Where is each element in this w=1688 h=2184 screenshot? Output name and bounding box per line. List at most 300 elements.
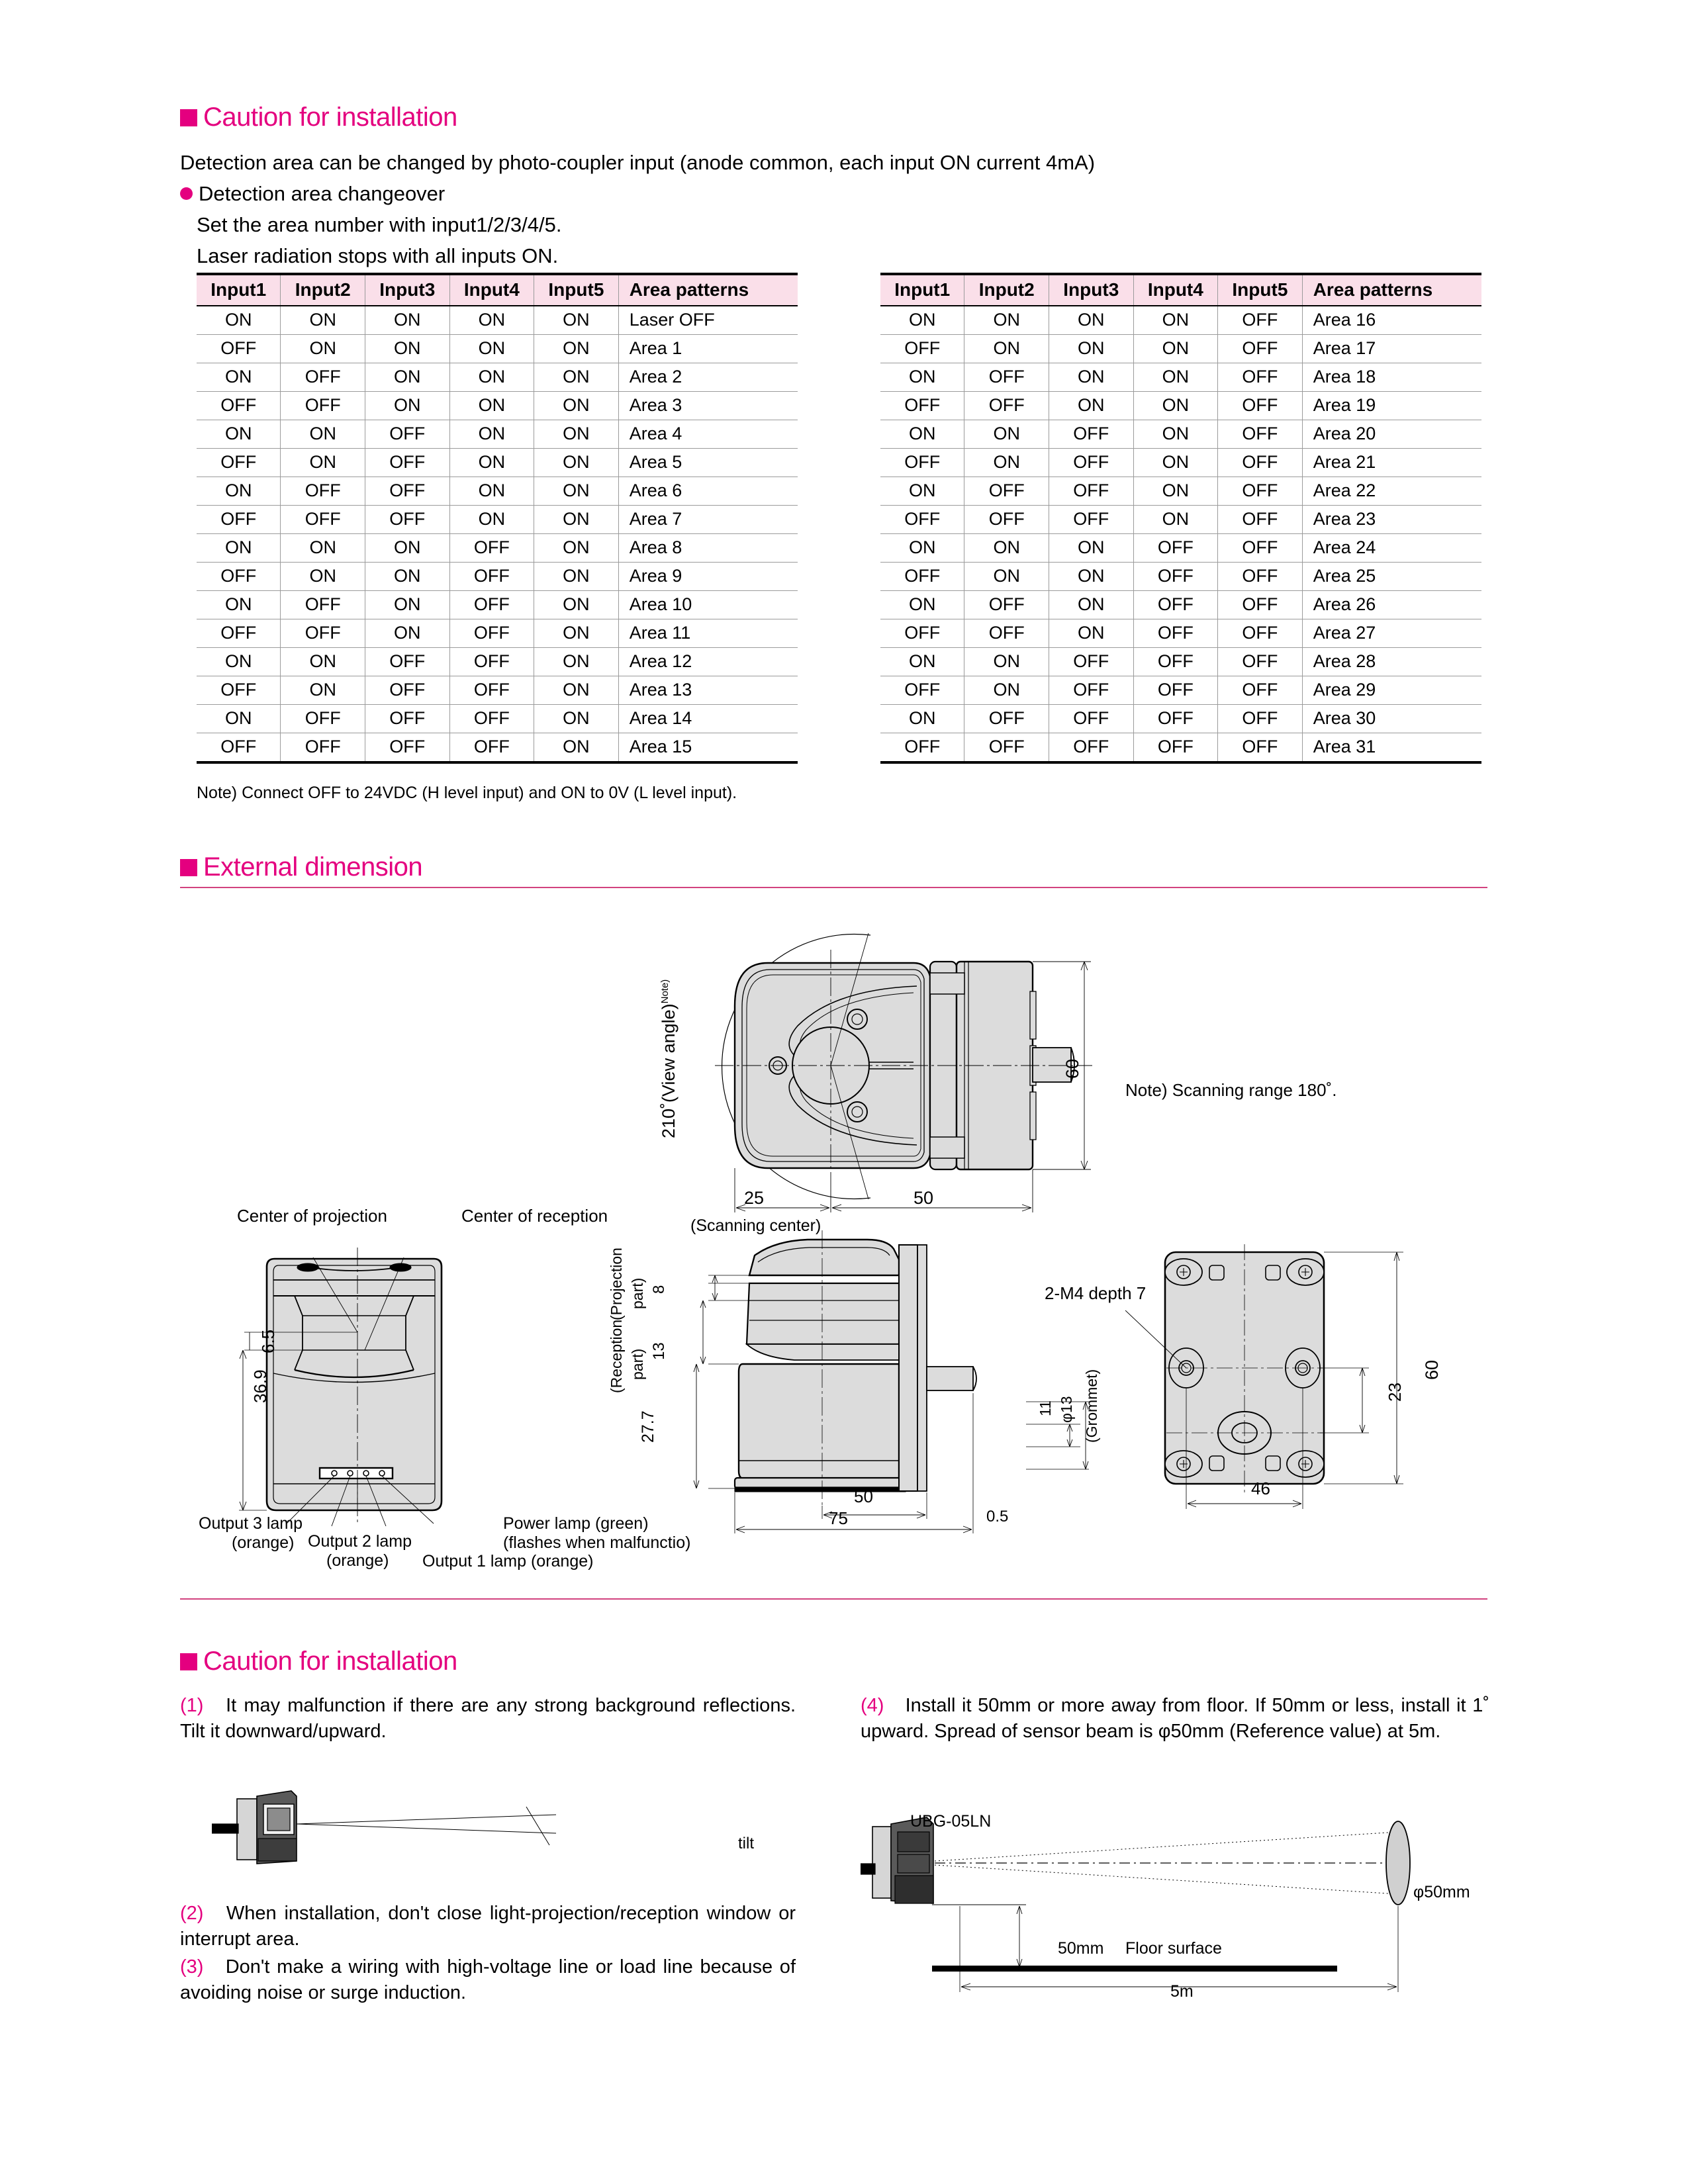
area-pattern-cell: Area 5 bbox=[618, 449, 798, 477]
input-state-cell: ON bbox=[534, 648, 619, 676]
input-state-cell: OFF bbox=[880, 619, 964, 648]
input-state-cell: OFF bbox=[449, 705, 534, 733]
input-state-cell: ON bbox=[197, 477, 281, 506]
input-state-cell: ON bbox=[880, 363, 964, 392]
column-header-input1: Input1 bbox=[197, 274, 281, 306]
table-row bbox=[197, 449, 798, 477]
center-of-projection-label: Center of projection bbox=[237, 1206, 387, 1226]
table-row bbox=[197, 648, 798, 676]
table-row bbox=[880, 392, 1481, 420]
section-heading-external-dimension: External dimension bbox=[180, 852, 422, 882]
input-state-cell: ON bbox=[281, 420, 365, 449]
input-state-cell: OFF bbox=[1218, 591, 1303, 619]
input-state-cell: ON bbox=[534, 591, 619, 619]
input-state-cell: ON bbox=[281, 335, 365, 363]
m4-depth-label: 2-M4 depth 7 bbox=[1045, 1283, 1147, 1303]
input-state-cell: OFF bbox=[449, 733, 534, 763]
column-header-input3: Input3 bbox=[365, 274, 450, 306]
area-pattern-cell: Area 7 bbox=[618, 506, 798, 534]
input-state-cell: ON bbox=[281, 563, 365, 591]
input-state-cell: ON bbox=[534, 506, 619, 534]
column-header-input3: Input3 bbox=[1049, 274, 1134, 306]
input-state-cell: ON bbox=[880, 306, 964, 335]
input-state-cell: ON bbox=[281, 676, 365, 705]
table-row bbox=[197, 335, 798, 363]
input-state-cell: ON bbox=[880, 420, 964, 449]
input-state-cell: OFF bbox=[1218, 705, 1303, 733]
bullet-detection-changeover: Detection area changeover bbox=[180, 182, 445, 206]
input-state-cell: ON bbox=[1049, 534, 1134, 563]
input-state-cell: OFF bbox=[1218, 648, 1303, 676]
input-state-cell: OFF bbox=[1218, 477, 1303, 506]
area-pattern-cell: Area 30 bbox=[1302, 705, 1481, 733]
input-state-cell: ON bbox=[534, 449, 619, 477]
input-state-cell: OFF bbox=[1218, 563, 1303, 591]
area-pattern-cell: Area 28 bbox=[1302, 648, 1481, 676]
table-row bbox=[197, 591, 798, 619]
input-state-cell: OFF bbox=[880, 676, 964, 705]
caution-item-1-number: (1) bbox=[180, 1695, 204, 1716]
input-state-cell: ON bbox=[880, 591, 964, 619]
input-state-cell: ON bbox=[534, 306, 619, 335]
pink-square-marker-icon bbox=[180, 859, 197, 876]
input-state-cell: ON bbox=[534, 534, 619, 563]
area-pattern-cell: Area 24 bbox=[1302, 534, 1481, 563]
table-header-row bbox=[197, 274, 798, 306]
rear-view-dim-23: 23 bbox=[1385, 1383, 1405, 1402]
area-pattern-cell: Area 11 bbox=[618, 619, 798, 648]
caution-item-2-number: (2) bbox=[180, 1903, 204, 1924]
pink-square-marker-icon bbox=[180, 1653, 197, 1670]
input-state-cell: OFF bbox=[281, 591, 365, 619]
column-header-area-patterns: Area patterns bbox=[618, 274, 798, 306]
column-header-area-patterns: Area patterns bbox=[1302, 274, 1481, 306]
caution-item-1 bbox=[180, 1693, 796, 1744]
tilt-illustration bbox=[212, 1767, 609, 1899]
input-state-cell: OFF bbox=[449, 591, 534, 619]
input-state-cell: ON bbox=[1133, 335, 1218, 363]
input-state-cell: OFF bbox=[365, 676, 450, 705]
input-state-cell: ON bbox=[964, 534, 1049, 563]
input-state-cell: OFF bbox=[1218, 420, 1303, 449]
input-state-cell: ON bbox=[281, 449, 365, 477]
input-state-cell: ON bbox=[964, 563, 1049, 591]
input-state-cell: OFF bbox=[449, 563, 534, 591]
table-row bbox=[197, 506, 798, 534]
input-state-cell: ON bbox=[1133, 477, 1218, 506]
input-state-cell: OFF bbox=[1049, 676, 1134, 705]
area-pattern-cell: Area 1 bbox=[618, 335, 798, 363]
side-view-dim-phi13: φ13 bbox=[1058, 1396, 1075, 1423]
input-state-cell: OFF bbox=[1218, 306, 1303, 335]
input-state-cell: OFF bbox=[1133, 733, 1218, 763]
area-pattern-cell: Area 25 bbox=[1302, 563, 1481, 591]
grommet-dimension-drawing bbox=[1019, 1350, 1125, 1502]
input-state-cell: ON bbox=[534, 733, 619, 763]
scanning-range-note: Note) Scanning range 180˚. bbox=[1125, 1080, 1337, 1100]
input-state-cell: ON bbox=[197, 591, 281, 619]
area-pattern-cell: Area 9 bbox=[618, 563, 798, 591]
input-state-cell: ON bbox=[534, 563, 619, 591]
area-pattern-cell: Area 8 bbox=[618, 534, 798, 563]
rear-view-dim-46: 46 bbox=[1251, 1479, 1270, 1498]
side-view-dim-50: 50 bbox=[854, 1486, 873, 1506]
input-state-cell: OFF bbox=[880, 563, 964, 591]
floor-distance-label: 50mm bbox=[1058, 1939, 1104, 1958]
input-state-cell: ON bbox=[365, 335, 450, 363]
input-state-cell: OFF bbox=[1049, 477, 1134, 506]
input-state-cell: ON bbox=[964, 420, 1049, 449]
section-heading-caution-top: Caution for installation bbox=[180, 103, 457, 132]
area-pattern-cell: Area 31 bbox=[1302, 733, 1481, 763]
top-view-angle-label: 210˚(View angle)$^{Note)}$ bbox=[659, 979, 679, 1138]
input-state-cell: OFF bbox=[1133, 619, 1218, 648]
input-state-cell: OFF bbox=[1218, 534, 1303, 563]
beam-diameter-label: φ50mm bbox=[1413, 1883, 1470, 1901]
input-state-cell: ON bbox=[449, 335, 534, 363]
table-row bbox=[880, 506, 1481, 534]
table-row bbox=[197, 306, 798, 335]
top-view-dim-50: 50 bbox=[914, 1188, 934, 1208]
divider-rule-bottom bbox=[180, 1598, 1487, 1600]
input-state-cell: OFF bbox=[880, 449, 964, 477]
table-note: Note) Connect OFF to 24VDC (H level input) and ON to 0V (L level input). bbox=[197, 784, 737, 802]
column-header-input2: Input2 bbox=[281, 274, 365, 306]
center-of-reception-label: Center of reception bbox=[461, 1206, 608, 1226]
top-view-drawing bbox=[635, 913, 1099, 1218]
input-state-cell: OFF bbox=[197, 449, 281, 477]
input-state-cell: ON bbox=[365, 591, 450, 619]
rear-view-drawing bbox=[1125, 1238, 1443, 1516]
divider-rule-top bbox=[180, 887, 1487, 888]
view-angle-note-sup: Note) bbox=[659, 979, 671, 1004]
area-pattern-cell: Area 4 bbox=[618, 420, 798, 449]
input-state-cell: ON bbox=[534, 477, 619, 506]
input-state-cell: ON bbox=[964, 306, 1049, 335]
input-state-cell: OFF bbox=[1218, 676, 1303, 705]
input-state-cell: ON bbox=[880, 477, 964, 506]
table-row bbox=[880, 335, 1481, 363]
area-pattern-cell: Area 26 bbox=[1302, 591, 1481, 619]
input-state-cell: ON bbox=[1049, 392, 1134, 420]
area-pattern-cell: Area 27 bbox=[1302, 619, 1481, 648]
area-pattern-cell: Area 12 bbox=[618, 648, 798, 676]
input-state-cell: ON bbox=[1049, 306, 1134, 335]
input-state-cell: OFF bbox=[281, 705, 365, 733]
table-row bbox=[880, 676, 1481, 705]
input-state-cell: ON bbox=[534, 392, 619, 420]
input-state-cell: OFF bbox=[281, 477, 365, 506]
input-state-cell: OFF bbox=[1218, 449, 1303, 477]
table-row bbox=[880, 591, 1481, 619]
input-state-cell: OFF bbox=[1049, 648, 1134, 676]
input-state-cell: ON bbox=[449, 449, 534, 477]
input-state-cell: OFF bbox=[880, 506, 964, 534]
column-header-input5: Input5 bbox=[1218, 274, 1303, 306]
area-pattern-cell: Area 21 bbox=[1302, 449, 1481, 477]
area-pattern-cell: Laser OFF bbox=[618, 306, 798, 335]
caution-item-4 bbox=[861, 1693, 1489, 1744]
input-state-cell: OFF bbox=[281, 363, 365, 392]
intro-text: Detection area can be changed by photo-coupler input (anode common, each input ON current 4mA) bbox=[180, 151, 1096, 174]
input-state-cell: OFF bbox=[365, 506, 450, 534]
area-pattern-cell: Area 23 bbox=[1302, 506, 1481, 534]
input-state-cell: OFF bbox=[365, 420, 450, 449]
table-row bbox=[880, 619, 1481, 648]
table-row bbox=[880, 449, 1481, 477]
table-row bbox=[197, 477, 798, 506]
input-state-cell: OFF bbox=[1133, 534, 1218, 563]
table-row bbox=[197, 363, 798, 392]
table-row bbox=[197, 534, 798, 563]
area-pattern-cell: Area 17 bbox=[1302, 335, 1481, 363]
input-state-cell: OFF bbox=[365, 705, 450, 733]
column-header-input1: Input1 bbox=[880, 274, 964, 306]
side-view-dim-75: 75 bbox=[829, 1508, 848, 1528]
table-header-row bbox=[880, 274, 1481, 306]
area-pattern-cell: Area 16 bbox=[1302, 306, 1481, 335]
input-state-cell: OFF bbox=[1049, 705, 1134, 733]
input-state-cell: ON bbox=[1049, 591, 1134, 619]
pink-square-marker-icon bbox=[180, 109, 197, 126]
input-state-cell: OFF bbox=[449, 676, 534, 705]
input-state-cell: OFF bbox=[1133, 563, 1218, 591]
input-state-cell: ON bbox=[880, 648, 964, 676]
output2-lamp-label: Output 2 lamp (orange) bbox=[308, 1532, 412, 1570]
input-state-cell: ON bbox=[197, 648, 281, 676]
table-row bbox=[880, 306, 1481, 335]
column-header-input2: Input2 bbox=[964, 274, 1049, 306]
column-header-input5: Input5 bbox=[534, 274, 619, 306]
input-state-cell: ON bbox=[197, 306, 281, 335]
input-state-cell: OFF bbox=[1133, 591, 1218, 619]
input-state-cell: ON bbox=[964, 648, 1049, 676]
input-state-cell: OFF bbox=[964, 705, 1049, 733]
grommet-label: (Grommet) bbox=[1083, 1369, 1100, 1443]
input-state-cell: OFF bbox=[964, 733, 1049, 763]
input-state-cell: ON bbox=[197, 420, 281, 449]
input-state-cell: ON bbox=[1133, 306, 1218, 335]
side-view-projection-part-label: (Projection bbox=[608, 1248, 625, 1320]
input-state-cell: OFF bbox=[449, 648, 534, 676]
input-state-cell: OFF bbox=[197, 733, 281, 763]
tilt-label: tilt bbox=[738, 1835, 754, 1852]
front-view-dim-36-9: 36.9 bbox=[250, 1369, 270, 1403]
input-state-cell: OFF bbox=[449, 534, 534, 563]
area-pattern-cell: Area 29 bbox=[1302, 676, 1481, 705]
input-state-cell: OFF bbox=[1049, 506, 1134, 534]
input-state-cell: ON bbox=[1049, 363, 1134, 392]
area-pattern-table-right bbox=[880, 273, 1481, 764]
input-state-cell: OFF bbox=[197, 506, 281, 534]
table-row bbox=[880, 477, 1481, 506]
input-state-cell: ON bbox=[1133, 506, 1218, 534]
area-pattern-table-left bbox=[197, 273, 798, 764]
scanning-center-label: (Scanning center) bbox=[690, 1216, 821, 1235]
input-state-cell: ON bbox=[197, 534, 281, 563]
side-view-dim-8: 8 bbox=[650, 1285, 668, 1294]
input-state-cell: OFF bbox=[1133, 648, 1218, 676]
output1-lamp-label: Output 1 lamp (orange) bbox=[422, 1552, 594, 1570]
input-state-cell: ON bbox=[534, 619, 619, 648]
input-state-cell: ON bbox=[1049, 563, 1134, 591]
input-state-cell: ON bbox=[1049, 619, 1134, 648]
table-row bbox=[197, 420, 798, 449]
input-state-cell: ON bbox=[1133, 363, 1218, 392]
input-state-cell: ON bbox=[281, 534, 365, 563]
input-state-cell: ON bbox=[365, 306, 450, 335]
input-state-cell: ON bbox=[534, 705, 619, 733]
input-state-cell: OFF bbox=[1049, 420, 1134, 449]
input-state-cell: OFF bbox=[197, 563, 281, 591]
caution-item-4-text: Install it 50mm or more away from floor. If 50mm or less, install it 1˚ upward. Spread of sensor beam is φ50mm (Reference value) at 5m. bbox=[861, 1695, 1489, 1742]
input-state-cell: ON bbox=[281, 306, 365, 335]
input-state-cell: OFF bbox=[281, 392, 365, 420]
input-state-cell: ON bbox=[1133, 392, 1218, 420]
input-state-cell: OFF bbox=[964, 506, 1049, 534]
input-state-cell: ON bbox=[1133, 420, 1218, 449]
input-state-cell: ON bbox=[365, 534, 450, 563]
input-state-cell: OFF bbox=[1049, 449, 1134, 477]
input-state-cell: ON bbox=[365, 363, 450, 392]
input-state-cell: OFF bbox=[880, 733, 964, 763]
column-header-input4: Input4 bbox=[1133, 274, 1218, 306]
input-state-cell: ON bbox=[365, 619, 450, 648]
input-state-cell: ON bbox=[365, 392, 450, 420]
area-pattern-cell: Area 6 bbox=[618, 477, 798, 506]
range-5m-label: 5m bbox=[1170, 1982, 1194, 2001]
area-pattern-cell: Area 3 bbox=[618, 392, 798, 420]
input-state-cell: OFF bbox=[1133, 705, 1218, 733]
input-state-cell: ON bbox=[534, 363, 619, 392]
input-state-cell: OFF bbox=[964, 392, 1049, 420]
table-row bbox=[880, 705, 1481, 733]
input-state-cell: OFF bbox=[964, 363, 1049, 392]
instruction-line-1: Set the area number with input1/2/3/4/5. bbox=[197, 213, 562, 236]
column-header-input4: Input4 bbox=[449, 274, 534, 306]
table-row bbox=[880, 563, 1481, 591]
input-state-cell: ON bbox=[880, 705, 964, 733]
input-state-cell: ON bbox=[365, 563, 450, 591]
input-state-cell: OFF bbox=[365, 449, 450, 477]
input-state-cell: ON bbox=[964, 676, 1049, 705]
caution-item-1-text: It may malfunction if there are any strong background reflections. Tilt it downward/upward. bbox=[180, 1695, 796, 1742]
side-view-projection-part-label-b: part) bbox=[629, 1277, 646, 1309]
area-pattern-cell: Area 20 bbox=[1302, 420, 1481, 449]
caution-item-4-number: (4) bbox=[861, 1695, 884, 1716]
input-state-cell: OFF bbox=[197, 619, 281, 648]
input-state-cell: ON bbox=[964, 335, 1049, 363]
area-pattern-cell: Area 22 bbox=[1302, 477, 1481, 506]
input-state-cell: OFF bbox=[281, 619, 365, 648]
side-view-reception-part-label: (Reception bbox=[608, 1319, 625, 1393]
table-row bbox=[197, 619, 798, 648]
input-state-cell: ON bbox=[534, 420, 619, 449]
input-state-cell: OFF bbox=[964, 477, 1049, 506]
input-state-cell: OFF bbox=[1218, 335, 1303, 363]
caution-item-3-text: Don't make a wiring with high-voltage line or load line because of avoiding noise or surge induction. bbox=[180, 1956, 796, 2003]
table-row bbox=[880, 648, 1481, 676]
input-state-cell: ON bbox=[449, 363, 534, 392]
instruction-line-2: Laser radiation stops with all inputs ON. bbox=[197, 244, 559, 267]
table-row bbox=[880, 534, 1481, 563]
input-state-cell: ON bbox=[197, 705, 281, 733]
pink-dot-icon bbox=[180, 187, 193, 200]
top-view-dim-25: 25 bbox=[744, 1188, 765, 1208]
caution-item-2-text: When installation, don't close light-projection/reception window or interrupt area. bbox=[180, 1903, 796, 1950]
side-view-dim-11: 11 bbox=[1037, 1400, 1054, 1416]
input-state-cell: OFF bbox=[365, 477, 450, 506]
area-pattern-cell: Area 18 bbox=[1302, 363, 1481, 392]
caution-item-2 bbox=[180, 1901, 796, 1952]
floor-surface-label: Floor surface bbox=[1125, 1939, 1222, 1958]
model-label: UBG-05LN bbox=[910, 1812, 992, 1831]
table-row bbox=[880, 420, 1481, 449]
input-state-cell: OFF bbox=[880, 335, 964, 363]
side-view-dim-27-7: 27.7 bbox=[639, 1410, 657, 1443]
table-row bbox=[197, 676, 798, 705]
side-view-dim-13: 13 bbox=[650, 1342, 668, 1360]
input-state-cell: ON bbox=[197, 363, 281, 392]
input-state-cell: OFF bbox=[1218, 392, 1303, 420]
caution-item-3-number: (3) bbox=[180, 1956, 204, 1978]
input-state-cell: OFF bbox=[197, 335, 281, 363]
input-state-cell: OFF bbox=[449, 619, 534, 648]
table-row bbox=[197, 733, 798, 763]
area-pattern-cell: Area 14 bbox=[618, 705, 798, 733]
table-row bbox=[197, 563, 798, 591]
input-state-cell: OFF bbox=[281, 506, 365, 534]
side-view-dim-0-5: 0.5 bbox=[986, 1508, 1009, 1525]
input-state-cell: ON bbox=[1133, 449, 1218, 477]
front-view-drawing bbox=[235, 1238, 513, 1529]
input-state-cell: OFF bbox=[880, 392, 964, 420]
input-state-cell: OFF bbox=[365, 733, 450, 763]
input-state-cell: ON bbox=[449, 392, 534, 420]
input-state-cell: ON bbox=[534, 335, 619, 363]
table-row bbox=[880, 733, 1481, 763]
input-state-cell: ON bbox=[449, 420, 534, 449]
top-view-dim-60: 60 bbox=[1062, 1058, 1082, 1079]
input-state-cell: OFF bbox=[1049, 733, 1134, 763]
input-state-cell: OFF bbox=[1218, 506, 1303, 534]
input-state-cell: ON bbox=[880, 534, 964, 563]
input-state-cell: OFF bbox=[964, 591, 1049, 619]
input-state-cell: OFF bbox=[1218, 363, 1303, 392]
table-row bbox=[197, 392, 798, 420]
caution-item-3 bbox=[180, 1954, 796, 2005]
input-state-cell: OFF bbox=[1218, 619, 1303, 648]
input-state-cell: ON bbox=[534, 676, 619, 705]
input-state-cell: OFF bbox=[1133, 676, 1218, 705]
input-state-cell: OFF bbox=[1218, 733, 1303, 763]
input-state-cell: ON bbox=[449, 477, 534, 506]
front-view-dim-6-5: 6.5 bbox=[258, 1329, 278, 1353]
section-heading-caution-bottom: Caution for installation bbox=[180, 1647, 457, 1676]
table-row bbox=[880, 363, 1481, 392]
area-pattern-cell: Area 19 bbox=[1302, 392, 1481, 420]
area-pattern-cell: Area 15 bbox=[618, 733, 798, 763]
table-row bbox=[197, 705, 798, 733]
input-state-cell: ON bbox=[449, 306, 534, 335]
input-state-cell: OFF bbox=[964, 619, 1049, 648]
input-state-cell: OFF bbox=[281, 733, 365, 763]
input-state-cell: ON bbox=[449, 506, 534, 534]
input-state-cell: ON bbox=[964, 449, 1049, 477]
area-pattern-cell: Area 2 bbox=[618, 363, 798, 392]
input-state-cell: OFF bbox=[365, 648, 450, 676]
input-state-cell: OFF bbox=[197, 392, 281, 420]
